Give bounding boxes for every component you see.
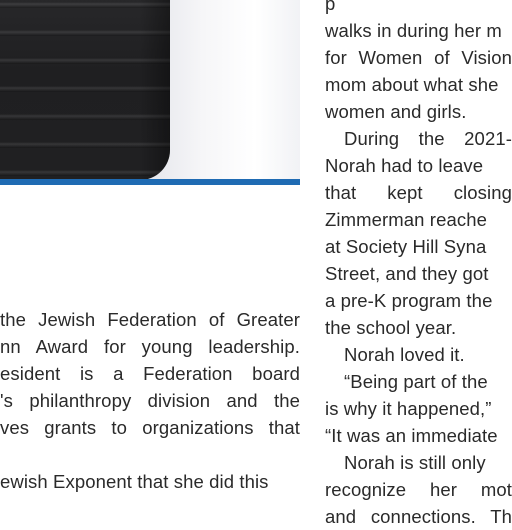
body-line: and connections. Th bbox=[325, 506, 512, 527]
body-line: 's philanthropy division and the bbox=[0, 390, 300, 411]
body-line: a pre-K program the bbox=[325, 290, 493, 311]
body-line: Street, and they got bbox=[325, 263, 489, 284]
body-line: the school year. bbox=[325, 317, 457, 338]
body-line: “Being part of the bbox=[344, 371, 488, 392]
body-line: Norah is still only bbox=[344, 452, 486, 473]
photo-shirt bbox=[150, 0, 300, 180]
body-line: for Women of Vision bbox=[325, 47, 512, 68]
article-photo bbox=[0, 0, 300, 180]
body-line: ewish Exponent that she did this bbox=[0, 471, 269, 492]
body-line: that kept closing bbox=[325, 182, 512, 203]
body-line: “It was an immediate bbox=[325, 425, 498, 446]
left-text-column bbox=[0, 306, 300, 495]
photo-caption-accent-bar bbox=[0, 179, 300, 185]
body-line: esident is a Federation board bbox=[0, 363, 300, 384]
body-line: the Jewish Federation of Greater bbox=[0, 309, 300, 330]
body-line: Norah had to leave bbox=[325, 155, 484, 176]
body-line: mom about what she bbox=[325, 74, 499, 95]
body-line: nn Award for young leadership. bbox=[0, 336, 300, 357]
body-line: During the 2021- bbox=[344, 128, 512, 149]
body-line: recognize her mot bbox=[325, 479, 512, 500]
body-line: ves grants to organizations that bbox=[0, 417, 300, 438]
paragraph-gap bbox=[0, 441, 300, 468]
body-line: is why it happened,” bbox=[325, 398, 492, 419]
body-line: Zimmerman reache bbox=[325, 209, 487, 230]
body-line: at Society Hill Syna bbox=[325, 236, 487, 257]
body-line: p bbox=[325, 0, 336, 14]
body-line: women and girls. bbox=[325, 101, 467, 122]
photo-jacket bbox=[0, 0, 170, 180]
right-text-column bbox=[325, 0, 512, 530]
body-line: Norah loved it. bbox=[344, 344, 465, 365]
body-line: walks in during her m bbox=[325, 20, 502, 41]
